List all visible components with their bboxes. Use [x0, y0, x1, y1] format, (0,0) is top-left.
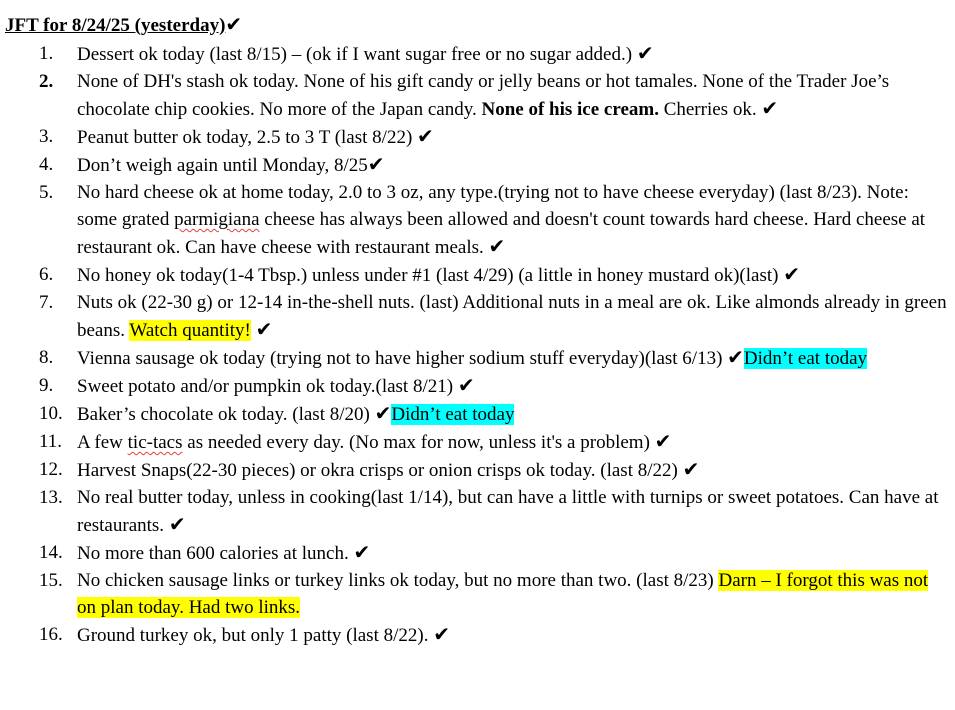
title-text: JFT for 8/24/25 (yesterday)	[5, 15, 226, 36]
item-text: Harvest Snaps(22-30 pieces) or okra crisps or onion crisps ok today. (last 8/22)	[77, 460, 683, 481]
item-text-bold: None of his ice cream.	[481, 99, 659, 120]
checkmark-icon: ✔	[255, 317, 273, 341]
list-item	[0, 456, 948, 484]
item-text: Vienna sausage ok today (trying not to have higher sodium stuff everyday)(last 6/13)	[77, 348, 728, 369]
item-number: 11.	[39, 431, 63, 452]
item-text: No hard cheese ok at home today, 2.0 to 3 oz, any type.(trying not to have cheese everyday) (last 8/23). Note: some grated	[77, 182, 909, 230]
checkmark-icon: ✔	[488, 234, 506, 258]
item-number: 4.	[39, 154, 54, 175]
spellcheck-word: parmigiana	[174, 209, 260, 230]
item-text: Sweet potato and/or pumpkin ok today.(last 8/21)	[77, 376, 458, 397]
checkmark-icon: ✔	[417, 124, 434, 148]
checkmark-icon: ✔	[761, 96, 779, 120]
list-item	[0, 400, 948, 428]
list-item	[0, 261, 948, 289]
item-text: Nuts ok (22-30 g) or 12-14 in-the-shell nuts. (last) Additional nuts in a meal are ok. Like almonds already in green beans.	[77, 292, 947, 341]
item-text: as needed every day. (No max for now, unless it's a problem)	[182, 432, 655, 453]
item-number: 9.	[39, 375, 54, 396]
checkmark-icon: ✔	[374, 401, 392, 425]
checkmark-icon: ✔	[168, 512, 186, 536]
checkmark-icon: ✔	[682, 457, 700, 481]
item-number: 8.	[39, 347, 54, 368]
list-item	[0, 484, 948, 539]
checkmark-icon: ✔	[353, 540, 371, 564]
list-item	[0, 567, 948, 621]
item-number: 3.	[39, 126, 54, 147]
highlight-yellow: Watch quantity!	[129, 320, 251, 341]
list-item	[0, 344, 948, 372]
item-text: Don’t weigh again until Monday, 8/25	[77, 155, 368, 176]
checkmark-icon: ✔	[783, 262, 800, 286]
highlight-cyan: Didn’t eat today	[743, 348, 868, 369]
highlight-cyan: Didn’t eat today	[391, 404, 515, 425]
checkmark-icon: ✔	[457, 373, 475, 397]
item-number: 5.	[39, 182, 54, 203]
item-text: No real butter today, unless in cooking(last 1/14), but can have a little with turnips or sweet potatoes. Can have at restaurants.	[77, 487, 939, 536]
item-number: 2.	[39, 71, 54, 92]
item-text: Peanut butter ok today, 2.5 to 3 T (last 8/22)	[77, 127, 418, 148]
list-item	[0, 123, 948, 151]
plan-list	[0, 40, 948, 649]
item-number: 7.	[39, 292, 54, 313]
highlight-yellow: Darn – I forgot this was not on plan today. Had two links.	[77, 570, 929, 618]
spellcheck-word: tic-tacs	[127, 432, 183, 453]
item-text: No more than 600 calories at lunch.	[77, 543, 354, 564]
item-number: 13.	[39, 487, 63, 508]
item-text: Cherries ok.	[658, 99, 762, 120]
item-text: No honey ok today(1-4 Tbsp.) unless under #1 (last 4/29) (a little in honey mustard ok)(last)	[77, 265, 784, 286]
list-item	[0, 539, 948, 567]
list-item	[0, 372, 948, 400]
item-text: Dessert ok today (last 8/15) – (ok if I want sugar free or no sugar added.)	[77, 44, 637, 65]
item-text: No chicken sausage links or turkey links ok today, but no more than two. (last 8/23)	[77, 570, 719, 591]
item-text: Baker’s chocolate ok today. (last 8/20)	[77, 404, 375, 425]
list-item	[0, 68, 948, 123]
checkmark-icon: ✔	[654, 429, 672, 453]
list-item	[0, 621, 948, 649]
document-title	[5, 11, 242, 39]
item-number: 6.	[39, 264, 54, 285]
item-number: 15.	[39, 570, 63, 591]
checkmark-icon: ✔	[636, 41, 654, 65]
checkmark-icon: ✔	[433, 622, 450, 646]
list-item	[0, 151, 948, 179]
item-number: 10.	[39, 403, 63, 424]
list-item	[0, 40, 948, 68]
list-item	[0, 179, 948, 261]
list-item	[0, 289, 948, 344]
item-number: 1.	[39, 43, 54, 64]
checkmark-icon: ✔	[367, 152, 385, 176]
item-number: 12.	[39, 459, 63, 480]
item-text: A few	[77, 432, 128, 453]
checkmark-icon: ✔	[225, 12, 243, 36]
checkmark-icon: ✔	[727, 345, 744, 369]
item-text: None of DH's stash ok today. None of his gift candy or jelly beans or hot tamales. None of the Trader Joe’s chocolate chip cookies. No more of the Japan candy.	[77, 71, 890, 120]
item-text: Ground turkey ok, but only 1 patty (last 8/22).	[77, 625, 434, 646]
item-number: 14.	[39, 542, 63, 563]
item-number: 16.	[39, 624, 63, 645]
item-text: cheese has always been allowed and doesn't count towards hard cheese. Hard cheese at restaurant ok. Can have cheese with restaurant meals.	[77, 209, 926, 258]
list-item	[0, 428, 948, 456]
